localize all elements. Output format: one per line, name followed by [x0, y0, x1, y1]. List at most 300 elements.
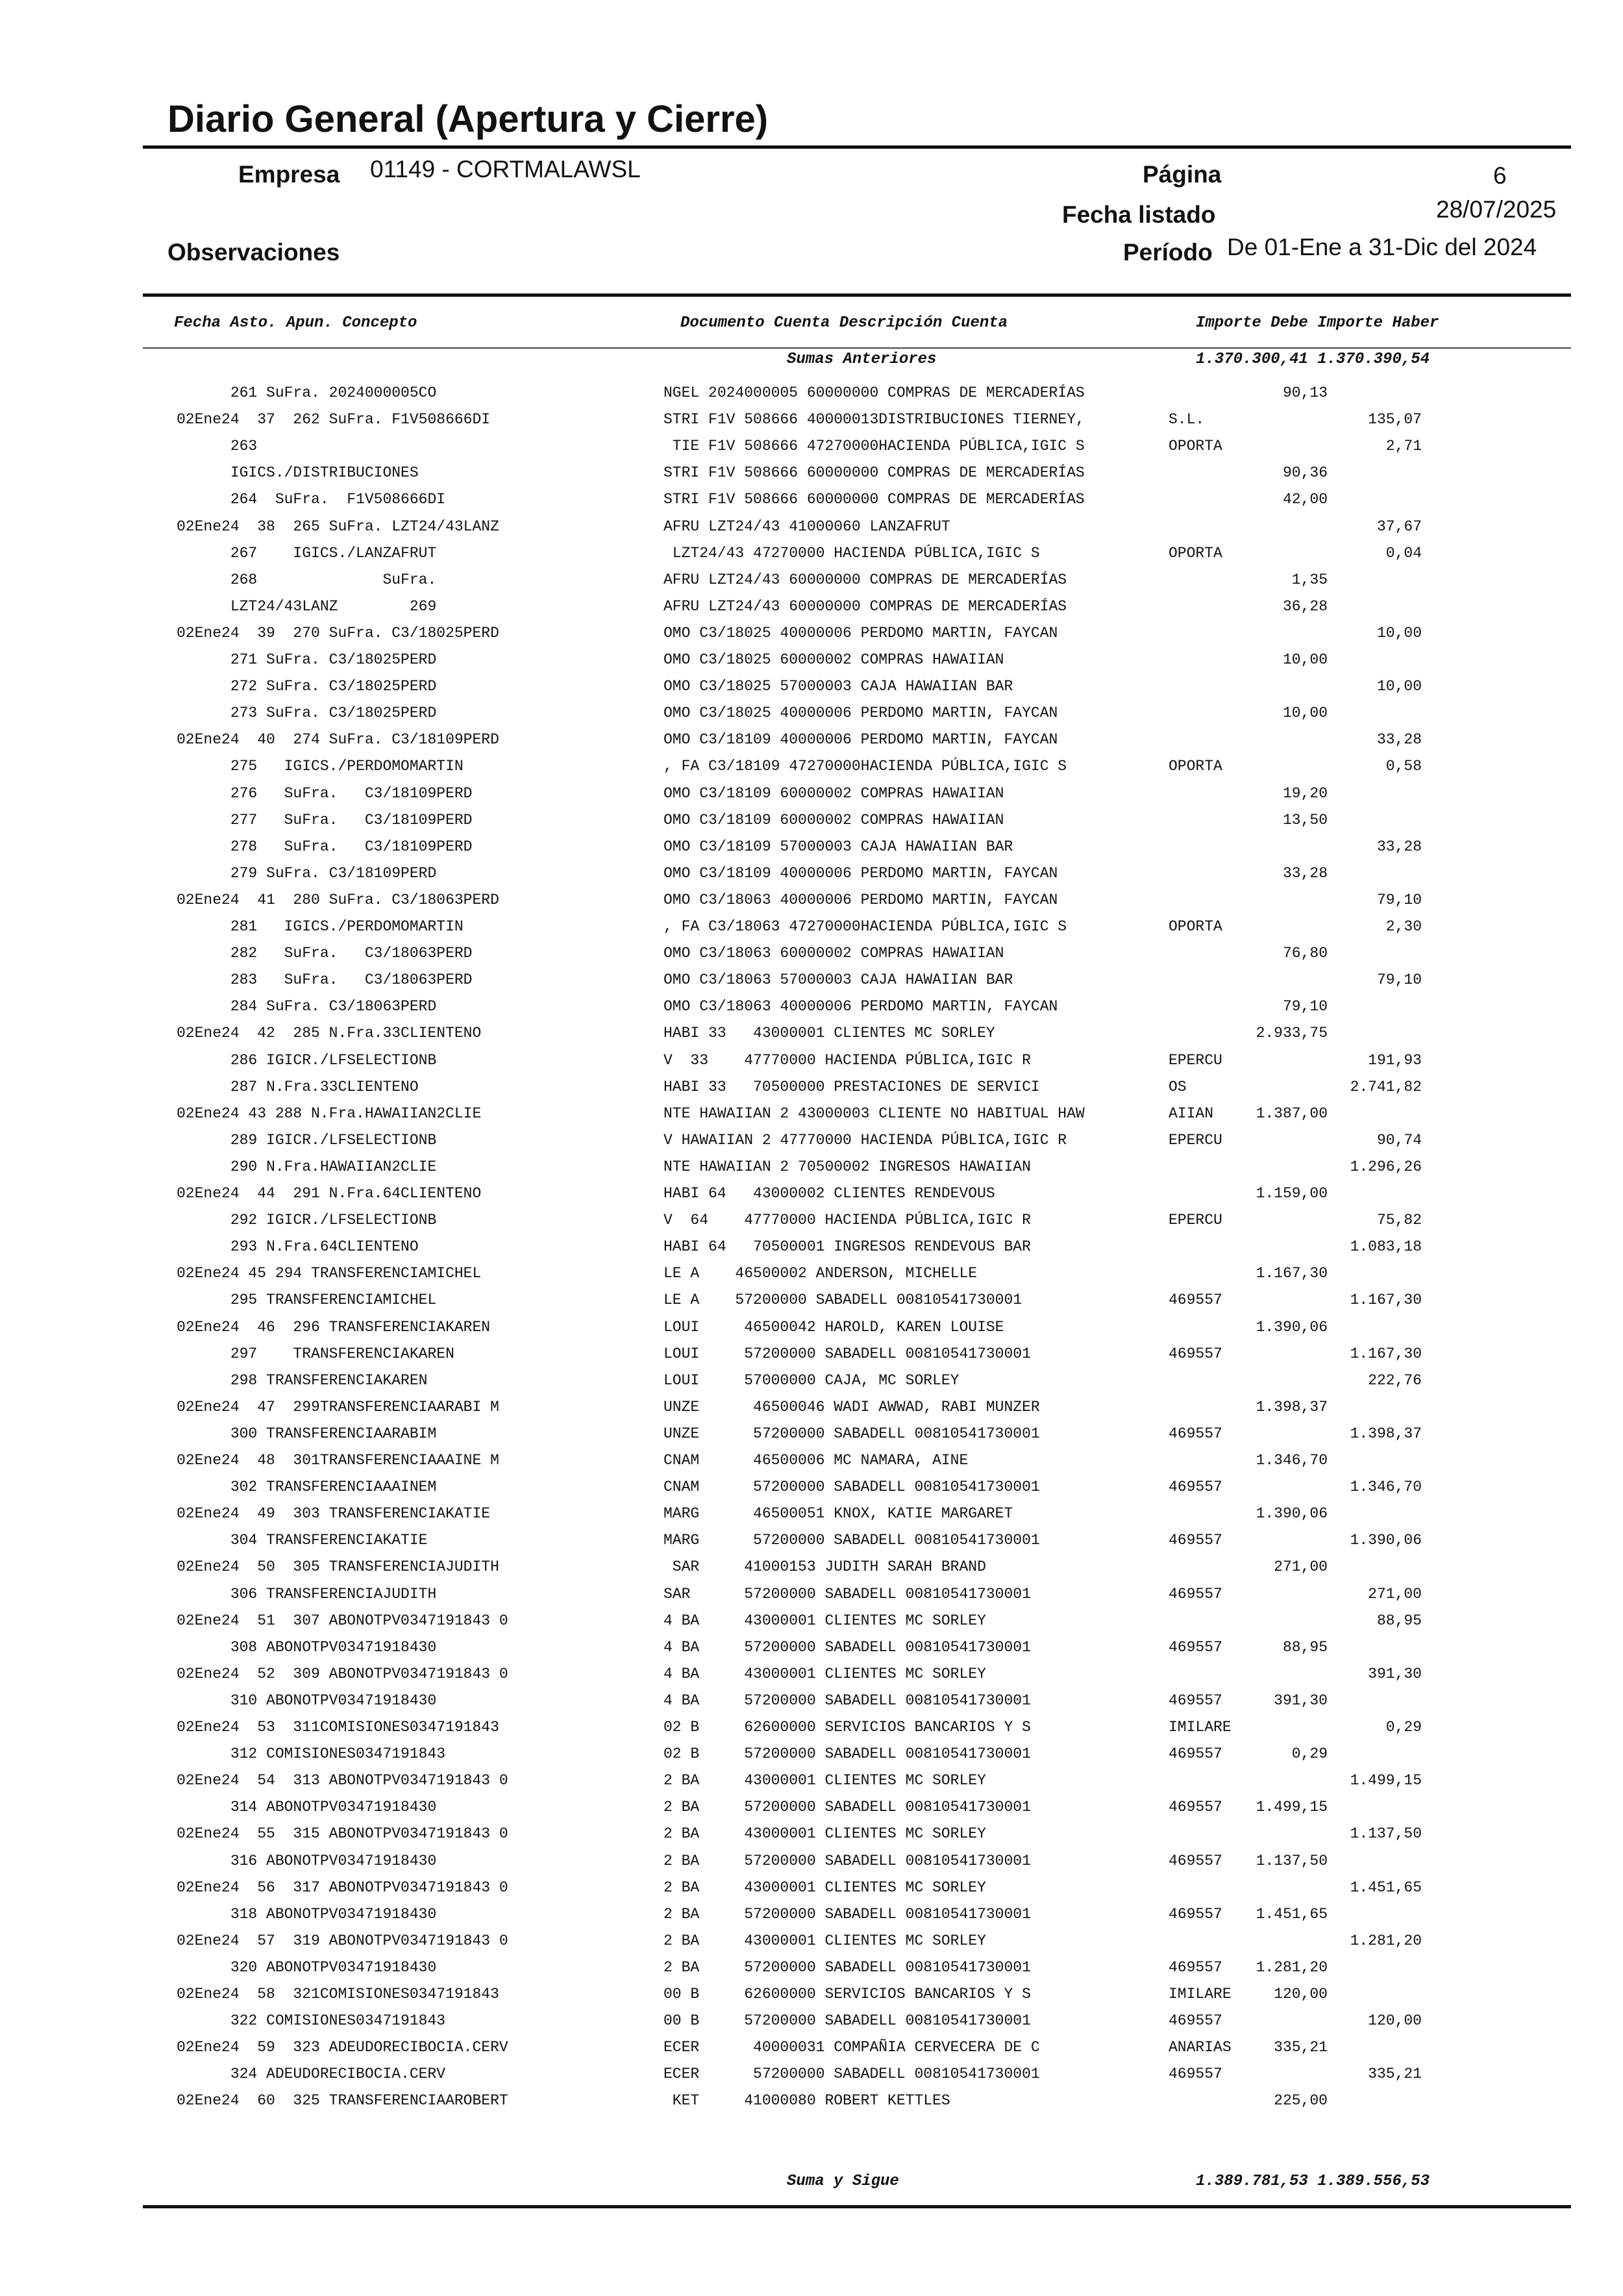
observaciones-label: Observaciones — [167, 239, 340, 266]
row-documento-cuenta: SAR 41000153 JUDITH SARAH BRAND — [663, 1558, 986, 1576]
row-concepto: 302 TRANSFERENCIAAAINEM — [177, 1479, 437, 1496]
row-importe-haber: 1.451,65 — [1350, 1878, 1422, 1896]
row-concepto: 02Ene24 53 311COMISIONES0347191843 — [177, 1719, 499, 1736]
row-importe-haber: 1.296,26 — [1350, 1158, 1422, 1175]
journal-row — [0, 1903, 1623, 1930]
row-documento-cuenta: NTE HAWAIIAN 2 70500002 INGRESOS HAWAIIAN — [663, 1158, 1031, 1175]
row-importe-debe: 2.933,75 — [1256, 1025, 1328, 1042]
row-importe-debe: 90,13 — [1282, 384, 1328, 401]
journal-row — [0, 729, 1623, 755]
row-documento-cuenta: OMO C3/18025 40000006 PERDOMO MARTIN, FAYCAN — [663, 624, 1058, 642]
row-descripcion-cont: 469557 — [1169, 1425, 1222, 1442]
row-concepto: 02Ene24 56 317 ABONOTPV0347191843 0 — [177, 1878, 508, 1896]
row-concepto: 02Ene24 43 288 N.Fra.HAWAIIAN2CLIE — [177, 1104, 482, 1122]
journal-row — [0, 2090, 1623, 2116]
row-documento-cuenta: KET 41000080 ROBERT KETTLES — [663, 2092, 950, 2110]
row-documento-cuenta: 4 BA 57200000 SABADELL 00810541730001 — [663, 1691, 1031, 1709]
row-concepto: 287 N.Fra.33CLIENTENO — [177, 1078, 419, 1095]
footer-divider — [143, 2205, 1571, 2208]
row-importe-debe: 1.390,06 — [1256, 1318, 1328, 1336]
row-documento-cuenta: 2 BA 57200000 SABADELL 00810541730001 — [663, 1799, 1031, 1816]
row-documento-cuenta: OMO C3/18109 60000002 COMPRAS HAWAIIAN — [663, 784, 1004, 802]
row-importe-haber: 222,76 — [1368, 1371, 1422, 1389]
journal-row — [0, 1076, 1623, 1103]
journal-row — [0, 569, 1623, 595]
row-concepto: 297 TRANSFERENCIAKAREN — [177, 1345, 454, 1362]
row-documento-cuenta: CNAM 46500006 MC NAMARA, AINE — [663, 1452, 969, 1469]
sumas-anteriores-values: 1.370.300,41 1.370.390,54 — [1196, 351, 1430, 368]
journal-row — [0, 1289, 1623, 1316]
row-documento-cuenta: OMO C3/18109 40000006 PERDOMO MARTIN, FAYCAN — [663, 864, 1058, 882]
row-concepto: 02Ene24 42 285 N.Fra.33CLIENTENO — [177, 1025, 482, 1042]
row-descripcion-cont: EPERCU — [1169, 1131, 1222, 1149]
row-documento-cuenta: 02 B 57200000 SABADELL 00810541730001 — [663, 1745, 1031, 1763]
journal-row — [0, 1956, 1623, 1983]
row-documento-cuenta: OMO C3/18063 60000002 COMPRAS HAWAIIAN — [663, 945, 1004, 962]
journal-row — [0, 1369, 1623, 1396]
row-importe-debe: 1.499,15 — [1256, 1799, 1328, 1816]
row-importe-debe: 1.390,06 — [1256, 1505, 1328, 1523]
row-documento-cuenta: NTE HAWAIIAN 2 43000003 CLIENTE NO HABITUAL HAW — [663, 1104, 1085, 1122]
row-importe-haber: 2,30 — [1385, 918, 1422, 935]
journal-row — [0, 1022, 1623, 1049]
row-importe-haber: 1.167,30 — [1350, 1292, 1422, 1309]
row-concepto: 286 IGICR./LFSELECTIONB — [177, 1051, 437, 1069]
row-documento-cuenta: OMO C3/18109 40000006 PERDOMO MARTIN, FAYCAN — [663, 731, 1058, 749]
journal-row — [0, 675, 1623, 702]
row-concepto: 02Ene24 46 296 TRANSFERENCIAKAREN — [177, 1318, 491, 1336]
column-header-divider — [143, 347, 1571, 349]
row-descripcion-cont: OPORTA — [1169, 918, 1222, 935]
row-descripcion-cont: 469557 — [1169, 1958, 1222, 1976]
row-concepto: 02Ene24 57 319 ABONOTPV0347191843 0 — [177, 1932, 508, 1949]
row-importe-debe: 1.159,00 — [1256, 1185, 1328, 1202]
row-importe-debe: 19,20 — [1282, 784, 1328, 802]
row-descripcion-cont: 469557 — [1169, 1585, 1222, 1603]
row-documento-cuenta: LOUI 57200000 SABADELL 00810541730001 — [663, 1345, 1031, 1362]
journal-row — [0, 1449, 1623, 1476]
journal-row — [0, 969, 1623, 995]
row-documento-cuenta: 2 BA 57200000 SABADELL 00810541730001 — [663, 1958, 1031, 1976]
row-documento-cuenta: LOUI 46500042 HAROLD, KAREN LOUISE — [663, 1318, 1004, 1336]
row-documento-cuenta: V 33 47770000 HACIENDA PÚBLICA,IGIC R — [663, 1051, 1031, 1069]
row-importe-haber: 120,00 — [1368, 2012, 1422, 2030]
row-importe-debe: 1,35 — [1291, 571, 1328, 588]
row-documento-cuenta: HABI 33 43000001 CLIENTES MC SORLEY — [663, 1025, 995, 1042]
row-documento-cuenta: AFRU LZT24/43 60000000 COMPRAS DE MERCADERÍAS — [663, 597, 1067, 615]
row-concepto: 02Ene24 55 315 ABONOTPV0347191843 0 — [177, 1825, 508, 1843]
row-documento-cuenta: STRI F1V 508666 60000000 COMPRAS DE MERCADERÍAS — [663, 464, 1085, 482]
row-importe-debe: 33,28 — [1282, 864, 1328, 882]
row-concepto: 02Ene24 49 303 TRANSFERENCIAKATIE — [177, 1505, 491, 1523]
row-importe-haber: 33,28 — [1376, 838, 1422, 855]
row-descripcion-cont: EPERCU — [1169, 1051, 1222, 1069]
row-importe-haber: 1.398,37 — [1350, 1425, 1422, 1442]
row-documento-cuenta: OMO C3/18109 60000002 COMPRAS HAWAIIAN — [663, 811, 1004, 829]
row-documento-cuenta: STRI F1V 508666 40000013DISTRIBUCIONES TIERNEY, — [663, 411, 1085, 429]
row-concepto: 02Ene24 54 313 ABONOTPV0347191843 0 — [177, 1772, 508, 1790]
row-documento-cuenta: CNAM 57200000 SABADELL 00810541730001 — [663, 1479, 1040, 1496]
row-concepto: 324 ADEUDORECIBOCIA.CERV — [177, 2065, 446, 2083]
row-importe-haber: 1.083,18 — [1350, 1238, 1422, 1256]
row-documento-cuenta: V 64 47770000 HACIENDA PÚBLICA,IGIC R — [663, 1212, 1031, 1229]
row-importe-haber: 33,28 — [1376, 731, 1422, 749]
journal-row — [0, 1663, 1623, 1690]
row-importe-debe: 1.398,37 — [1256, 1398, 1328, 1416]
journal-row — [0, 702, 1623, 729]
row-documento-cuenta: , FA C3/18109 47270000HACIENDA PÚBLICA,IGIC S — [663, 758, 1067, 775]
row-concepto: 271 SuFra. C3/18025PERD — [177, 651, 437, 668]
journal-row — [0, 889, 1623, 916]
row-concepto: 02Ene24 52 309 ABONOTPV0347191843 0 — [177, 1665, 508, 1682]
col-header-middle: Documento Cuenta Descripción Cuenta — [680, 314, 1008, 332]
journal-row — [0, 462, 1623, 488]
row-documento-cuenta: 4 BA 43000001 CLIENTES MC SORLEY — [663, 1665, 986, 1682]
row-descripcion-cont: OPORTA — [1169, 438, 1222, 455]
journal-row — [0, 1529, 1623, 1556]
row-documento-cuenta: HABI 64 70500001 INGRESOS RENDEVOUS BAR — [663, 1238, 1031, 1256]
title-divider — [143, 145, 1571, 149]
journal-row — [0, 1262, 1623, 1289]
journal-row — [0, 516, 1623, 542]
row-descripcion-cont: 469557 — [1169, 1799, 1222, 1816]
row-concepto: 02Ene24 58 321COMISIONES0347191843 — [177, 1986, 499, 2003]
row-documento-cuenta: 2 BA 43000001 CLIENTES MC SORLEY — [663, 1932, 986, 1949]
row-concepto: 308 ABONOTPV03471918430 — [177, 1638, 437, 1656]
row-documento-cuenta: HABI 64 43000002 CLIENTES RENDEVOUS — [663, 1185, 995, 1202]
row-importe-debe: 1.346,70 — [1256, 1452, 1328, 1469]
row-importe-haber: 2.741,82 — [1350, 1078, 1422, 1095]
journal-row — [0, 1316, 1623, 1343]
row-descripcion-cont: EPERCU — [1169, 1212, 1222, 1229]
pagina-label: Página — [1143, 161, 1222, 188]
row-concepto: 304 TRANSFERENCIAKATIE — [177, 1532, 428, 1549]
row-concepto: 284 SuFra. C3/18063PERD — [177, 998, 437, 1016]
row-importe-debe: 42,00 — [1282, 491, 1328, 508]
row-importe-debe: 0,29 — [1291, 1745, 1328, 1763]
row-documento-cuenta: UNZE 57200000 SABADELL 00810541730001 — [663, 1425, 1040, 1442]
row-documento-cuenta: 00 B 57200000 SABADELL 00810541730001 — [663, 2012, 1031, 2030]
row-importe-haber: 10,00 — [1376, 678, 1422, 695]
row-concepto: 276 SuFra. C3/18109PERD — [177, 784, 473, 802]
journal-row — [0, 408, 1623, 435]
row-importe-haber: 191,93 — [1368, 1051, 1422, 1069]
journal-row — [0, 1236, 1623, 1262]
row-importe-debe: 391,30 — [1274, 1691, 1328, 1709]
row-importe-debe: 225,00 — [1274, 2092, 1328, 2110]
col-header-right: Importe Debe Importe Haber — [1196, 314, 1439, 332]
row-documento-cuenta: STRI F1V 508666 60000000 COMPRAS DE MERCADERÍAS — [663, 491, 1085, 508]
row-concepto: 290 N.Fra.HAWAIIAN2CLIE — [177, 1158, 437, 1175]
row-concepto: 263 — [177, 438, 258, 455]
row-descripcion-cont: OPORTA — [1169, 758, 1222, 775]
row-documento-cuenta: SAR 57200000 SABADELL 00810541730001 — [663, 1585, 1031, 1603]
row-concepto: 278 SuFra. C3/18109PERD — [177, 838, 473, 855]
row-descripcion-cont: 469557 — [1169, 2012, 1222, 2030]
row-importe-haber: 0,58 — [1385, 758, 1422, 775]
row-documento-cuenta: , FA C3/18063 47270000HACIENDA PÚBLICA,IGIC S — [663, 918, 1067, 935]
journal-row — [0, 595, 1623, 622]
row-documento-cuenta: NGEL 2024000005 60000000 COMPRAS DE MERCADERÍAS — [663, 384, 1085, 401]
row-documento-cuenta: OMO C3/18063 40000006 PERDOMO MARTIN, FAYCAN — [663, 998, 1058, 1016]
row-importe-haber: 37,67 — [1376, 518, 1422, 535]
row-concepto: 273 SuFra. C3/18025PERD — [177, 705, 437, 722]
journal-row — [0, 1850, 1623, 1877]
row-documento-cuenta: UNZE 46500046 WADI AWWAD, RABI MUNZER — [663, 1398, 1040, 1416]
row-concepto: 300 TRANSFERENCIAARABIM — [177, 1425, 437, 1442]
row-importe-debe: 120,00 — [1274, 1986, 1328, 2003]
row-importe-haber: 1.281,20 — [1350, 1932, 1422, 1949]
row-concepto: 02Ene24 41 280 SuFra. C3/18063PERD — [177, 891, 499, 908]
row-concepto: LZT24/43LANZ 269 — [177, 597, 437, 615]
row-importe-haber: 1.346,70 — [1350, 1479, 1422, 1496]
journal-row — [0, 542, 1623, 569]
row-documento-cuenta: AFRU LZT24/43 60000000 COMPRAS DE MERCADERÍAS — [663, 571, 1067, 588]
row-concepto: 02Ene24 51 307 ABONOTPV0347191843 0 — [177, 1612, 508, 1629]
journal-row — [0, 1556, 1623, 1582]
row-importe-debe: 271,00 — [1274, 1558, 1328, 1576]
journal-row — [0, 1877, 1623, 1903]
journal-row — [0, 488, 1623, 515]
row-concepto: 295 TRANSFERENCIAMICHEL — [177, 1292, 437, 1309]
row-concepto: 281 IGICS./PERDOMOMARTIN — [177, 918, 464, 935]
pagina-value: 6 — [1493, 162, 1507, 189]
row-concepto: 02Ene24 39 270 SuFra. C3/18025PERD — [177, 624, 499, 642]
journal-row — [0, 1209, 1623, 1236]
row-concepto: 282 SuFra. C3/18063PERD — [177, 945, 473, 962]
row-descripcion-cont: S.L. — [1169, 411, 1205, 429]
row-concepto: 320 ABONOTPV03471918430 — [177, 1958, 437, 1976]
row-descripcion-cont: 469557 — [1169, 1345, 1222, 1362]
row-importe-debe: 36,28 — [1282, 597, 1328, 615]
row-documento-cuenta: LZT24/43 47270000 HACIENDA PÚBLICA,IGIC S — [663, 544, 1040, 562]
row-importe-haber: 0,29 — [1385, 1719, 1422, 1736]
row-concepto: 277 SuFra. C3/18109PERD — [177, 811, 473, 829]
row-concepto: 312 COMISIONES0347191843 — [177, 1745, 446, 1763]
fecha-listado-value: 28/07/2025 — [1436, 196, 1557, 223]
journal-row — [0, 1983, 1623, 2010]
row-importe-debe: 90,36 — [1282, 464, 1328, 482]
journal-row — [0, 995, 1623, 1022]
journal-row — [0, 1769, 1623, 1796]
journal-row — [0, 1796, 1623, 1823]
row-documento-cuenta: HABI 33 70500000 PRESTACIONES DE SERVICI — [663, 1078, 1040, 1095]
row-concepto: 318 ABONOTPV03471918430 — [177, 1905, 437, 1923]
row-documento-cuenta: AFRU LZT24/43 41000060 LANZAFRUT — [663, 518, 950, 535]
journal-row — [0, 1716, 1623, 1743]
journal-row — [0, 2036, 1623, 2063]
row-importe-haber: 1.390,06 — [1350, 1532, 1422, 1549]
row-concepto: 272 SuFra. C3/18025PERD — [177, 678, 437, 695]
journal-row — [0, 809, 1623, 836]
row-concepto: IGICS./DISTRIBUCIONES — [177, 464, 419, 482]
row-documento-cuenta: TIE F1V 508666 47270000HACIENDA PÚBLICA,IGIC S — [663, 438, 1085, 455]
row-concepto: 02Ene24 60 325 TRANSFERENCIAAROBERT — [177, 2092, 508, 2110]
row-importe-haber: 0,04 — [1385, 544, 1422, 562]
row-concepto: 02Ene24 59 323 ADEUDORECIBOCIA.CERV — [177, 2039, 508, 2056]
journal-row — [0, 1503, 1623, 1529]
header-divider — [143, 293, 1571, 297]
row-concepto: 264 SuFra. F1V508666DI — [177, 491, 446, 508]
row-importe-debe: 1.137,50 — [1256, 1852, 1328, 1869]
row-concepto: 02Ene24 47 299TRANSFERENCIAARABI M — [177, 1398, 499, 1416]
row-documento-cuenta: 2 BA 57200000 SABADELL 00810541730001 — [663, 1852, 1031, 1869]
row-concepto: 306 TRANSFERENCIAJUDITH — [177, 1585, 437, 1603]
journal-row — [0, 1049, 1623, 1076]
row-descripcion-cont: IMILARE — [1169, 1719, 1232, 1736]
journal-row — [0, 1930, 1623, 1956]
row-importe-debe: 10,00 — [1282, 705, 1328, 722]
row-documento-cuenta: MARG 46500051 KNOX, KATIE MARGARET — [663, 1505, 1013, 1523]
row-concepto: 02Ene24 37 262 SuFra. F1V508666DI — [177, 411, 491, 429]
journal-row — [0, 1610, 1623, 1636]
report-title: Diario General (Apertura y Cierre) — [167, 98, 769, 140]
journal-row — [0, 1743, 1623, 1769]
periodo-label: Período — [1123, 239, 1213, 266]
row-concepto: 02Ene24 45 294 TRANSFERENCIAMICHEL — [177, 1265, 482, 1282]
row-importe-haber: 79,10 — [1376, 971, 1422, 989]
row-descripcion-cont: 469557 — [1169, 1691, 1222, 1709]
row-importe-haber: 391,30 — [1368, 1665, 1422, 1682]
empresa-label: Empresa — [238, 161, 340, 188]
row-concepto: 316 ABONOTPV03471918430 — [177, 1852, 437, 1869]
journal-row — [0, 862, 1623, 889]
journal-row — [0, 836, 1623, 862]
row-importe-haber: 135,07 — [1368, 411, 1422, 429]
journal-row — [0, 2063, 1623, 2090]
row-descripcion-cont: 469557 — [1169, 1638, 1222, 1656]
row-documento-cuenta: LE A 46500002 ANDERSON, MICHELLE — [663, 1265, 978, 1282]
journal-row — [0, 2010, 1623, 2036]
row-concepto: 293 N.Fra.64CLIENTENO — [177, 1238, 419, 1256]
row-concepto: 298 TRANSFERENCIAKAREN — [177, 1371, 428, 1389]
row-importe-debe: 88,95 — [1282, 1638, 1328, 1656]
row-concepto: 02Ene24 44 291 N.Fra.64CLIENTENO — [177, 1185, 482, 1202]
row-importe-debe: 1.387,00 — [1256, 1104, 1328, 1122]
row-descripcion-cont: 469557 — [1169, 1745, 1222, 1763]
fecha-listado-label: Fecha listado — [1062, 201, 1216, 228]
row-documento-cuenta: ECER 57200000 SABADELL 00810541730001 — [663, 2065, 1040, 2083]
row-descripcion-cont: 469557 — [1169, 1905, 1222, 1923]
row-concepto: 268 SuFra. — [177, 571, 437, 588]
row-documento-cuenta: OMO C3/18109 57000003 CAJA HAWAIIAN BAR — [663, 838, 1013, 855]
row-concepto: 283 SuFra. C3/18063PERD — [177, 971, 473, 989]
row-descripcion-cont: 469557 — [1169, 1532, 1222, 1549]
row-concepto: 02Ene24 48 301TRANSFERENCIAAAINE M — [177, 1452, 499, 1469]
journal-row — [0, 1583, 1623, 1610]
journal-row — [0, 1343, 1623, 1369]
row-concepto: 279 SuFra. C3/18109PERD — [177, 864, 437, 882]
journal-row — [0, 1423, 1623, 1449]
row-documento-cuenta: OMO C3/18025 40000006 PERDOMO MARTIN, FAYCAN — [663, 705, 1058, 722]
row-documento-cuenta: OMO C3/18025 57000003 CAJA HAWAIIAN BAR — [663, 678, 1013, 695]
row-concepto: 289 IGICR./LFSELECTIONB — [177, 1131, 437, 1149]
row-concepto: 02Ene24 50 305 TRANSFERENCIAJUDITH — [177, 1558, 499, 1576]
row-concepto: 310 ABONOTPV03471918430 — [177, 1691, 437, 1709]
row-concepto: 314 ABONOTPV03471918430 — [177, 1799, 437, 1816]
journal-row — [0, 1823, 1623, 1849]
journal-row — [0, 1182, 1623, 1209]
journal-row — [0, 1636, 1623, 1663]
row-importe-haber: 1.499,15 — [1350, 1772, 1422, 1790]
journal-row — [0, 1103, 1623, 1129]
row-descripcion-cont: ANARIAS — [1169, 2039, 1232, 2056]
row-importe-haber: 88,95 — [1376, 1612, 1422, 1629]
row-concepto: 02Ene24 40 274 SuFra. C3/18109PERD — [177, 731, 499, 749]
row-descripcion-cont: OPORTA — [1169, 544, 1222, 562]
journal-row — [0, 916, 1623, 942]
row-documento-cuenta: MARG 57200000 SABADELL 00810541730001 — [663, 1532, 1040, 1549]
row-documento-cuenta: 2 BA 57200000 SABADELL 00810541730001 — [663, 1905, 1031, 1923]
col-header-left: Fecha Asto. Apun. Concepto — [174, 314, 417, 332]
row-importe-haber: 335,21 — [1368, 2065, 1422, 2083]
sumas-anteriores-label: Sumas Anteriores — [787, 351, 937, 368]
journal-row — [0, 1476, 1623, 1503]
row-descripcion-cont: 469557 — [1169, 1292, 1222, 1309]
row-concepto: 261 SuFra. 2024000005CO — [177, 384, 437, 401]
suma-y-sigue-label: Suma y Sigue — [787, 2173, 899, 2190]
row-importe-haber: 1.137,50 — [1350, 1825, 1422, 1843]
row-descripcion-cont: AIIAN — [1169, 1104, 1214, 1122]
row-documento-cuenta: LOUI 57000000 CAJA, MC SORLEY — [663, 1371, 960, 1389]
row-documento-cuenta: 4 BA 57200000 SABADELL 00810541730001 — [663, 1638, 1031, 1656]
row-concepto: 267 IGICS./LANZAFRUT — [177, 544, 437, 562]
journal-row — [0, 782, 1623, 809]
row-importe-haber: 90,74 — [1376, 1131, 1422, 1149]
row-documento-cuenta: OMO C3/18063 57000003 CAJA HAWAIIAN BAR — [663, 971, 1013, 989]
row-descripcion-cont: 469557 — [1169, 2065, 1222, 2083]
journal-row — [0, 1129, 1623, 1156]
row-descripcion-cont: 469557 — [1169, 1479, 1222, 1496]
row-documento-cuenta: 4 BA 43000001 CLIENTES MC SORLEY — [663, 1612, 986, 1629]
row-importe-haber: 75,82 — [1376, 1212, 1422, 1229]
row-documento-cuenta: OMO C3/18025 60000002 COMPRAS HAWAIIAN — [663, 651, 1004, 668]
journal-row — [0, 1690, 1623, 1716]
periodo-value: De 01-Ene a 31-Dic del 2024 — [1227, 234, 1537, 260]
row-importe-debe: 76,80 — [1282, 945, 1328, 962]
row-documento-cuenta: 2 BA 43000001 CLIENTES MC SORLEY — [663, 1772, 986, 1790]
row-descripcion-cont: 469557 — [1169, 1852, 1222, 1869]
row-importe-debe: 335,21 — [1274, 2039, 1328, 2056]
journal-row — [0, 622, 1623, 649]
row-concepto: 322 COMISIONES0347191843 — [177, 2012, 446, 2030]
row-importe-haber: 10,00 — [1376, 624, 1422, 642]
row-importe-haber: 1.167,30 — [1350, 1345, 1422, 1362]
journal-row — [0, 755, 1623, 782]
suma-y-sigue-values: 1.389.781,53 1.389.556,53 — [1196, 2173, 1430, 2190]
row-concepto: 292 IGICR./LFSELECTIONB — [177, 1212, 437, 1229]
row-documento-cuenta: 2 BA 43000001 CLIENTES MC SORLEY — [663, 1878, 986, 1896]
row-descripcion-cont: OS — [1169, 1078, 1187, 1095]
row-importe-debe: 79,10 — [1282, 998, 1328, 1016]
row-documento-cuenta: ECER 40000031 COMPAÑIA CERVECERA DE C — [663, 2039, 1040, 2056]
row-documento-cuenta: 00 B 62600000 SERVICIOS BANCARIOS Y S — [663, 1986, 1031, 2003]
row-importe-haber: 271,00 — [1368, 1585, 1422, 1603]
row-documento-cuenta: V HAWAIIAN 2 47770000 HACIENDA PÚBLICA,IGIC R — [663, 1131, 1067, 1149]
row-documento-cuenta: 02 B 62600000 SERVICIOS BANCARIOS Y S — [663, 1719, 1031, 1736]
empresa-value: 01149 - CORTMALAWSL — [370, 156, 641, 182]
row-concepto: 275 IGICS./PERDOMOMARTIN — [177, 758, 464, 775]
row-documento-cuenta: OMO C3/18063 40000006 PERDOMO MARTIN, FAYCAN — [663, 891, 1058, 908]
row-descripcion-cont: IMILARE — [1169, 1986, 1232, 2003]
row-documento-cuenta: LE A 57200000 SABADELL 00810541730001 — [663, 1292, 1022, 1309]
journal-row — [0, 1396, 1623, 1423]
journal-row — [0, 942, 1623, 969]
row-documento-cuenta: 2 BA 43000001 CLIENTES MC SORLEY — [663, 1825, 986, 1843]
row-importe-haber: 2,71 — [1385, 438, 1422, 455]
row-importe-debe: 1.451,65 — [1256, 1905, 1328, 1923]
row-importe-debe: 1.281,20 — [1256, 1958, 1328, 1976]
